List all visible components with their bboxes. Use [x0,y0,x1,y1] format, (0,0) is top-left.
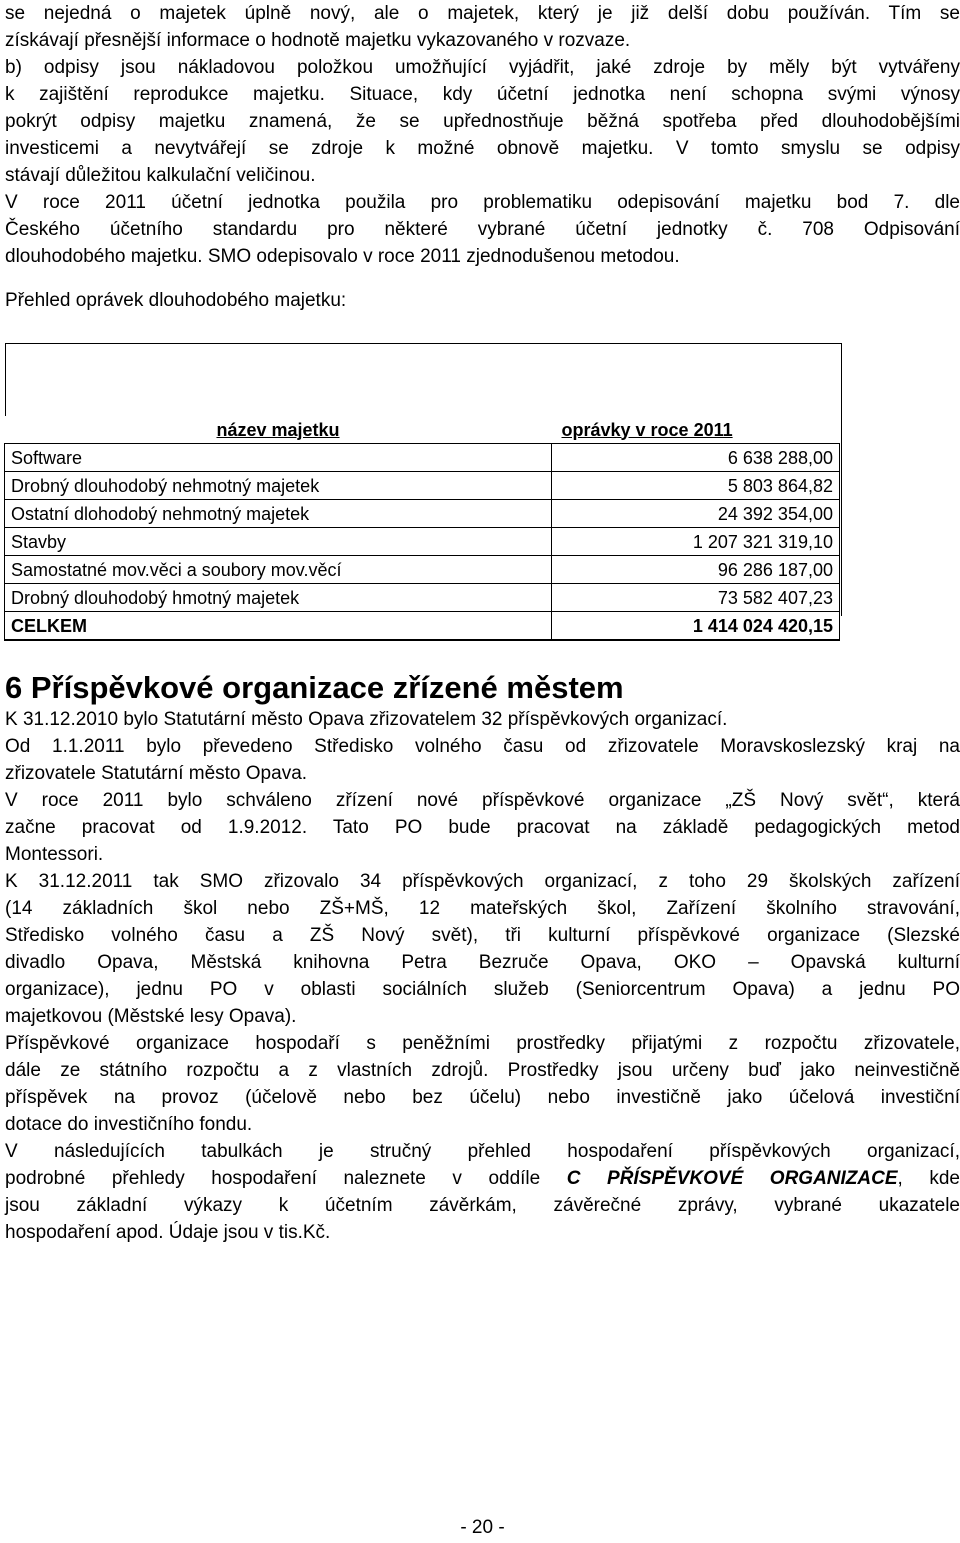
depreciation-table [4,416,840,641]
text-line: majetkovou (Městské lesy Opava). [5,1006,297,1027]
table-header-row [5,416,840,444]
asset-name-cell: Stavby [5,528,552,556]
text-line: začne pracovat od 1.9.2012. Tato PO bude pracovat na základě pedagogických metod [5,817,960,838]
asset-name-cell: Ostatní dlohodobý nehmotný majetek [5,500,552,528]
table-row [5,556,840,584]
section-reference: C PŘÍSPĚVKOVÉ ORGANIZACE [566,1168,898,1189]
text-line: organizace), jednu PO v oblasti sociálních služeb (Seniorcentrum Opava) a jednu PO [5,979,960,1000]
text-line: Středisko volného času a ZŠ Nový svět), tři kulturní příspěvkové organizace (Slezské [5,925,960,946]
total-value-cell: 1 414 024 420,15 [552,612,840,641]
asset-value-cell: 5 803 864,82 [552,472,840,500]
text-line: se nejedná o majetek úplně nový, ale o majetek, který je již delší dobu používán. Tím se [5,3,960,24]
text-line: Příspěvkové organizace hospodaří s peněžními prostředky přijatými z rozpočtu zřizovatele, [5,1033,960,1054]
asset-name-cell: Drobný dlouhodobý hmotný majetek [5,584,552,612]
text-line: Montessori. [5,844,104,865]
text-line: dále ze státního rozpočtu a z vlastních zdrojů. Prostředky jsou určeny buď jako neinvestičně [5,1060,960,1081]
page-number: - 20 - [460,1517,505,1538]
text-line: k zajištění reprodukce majetku. Situace, kdy účetní jednotka není schopna svými výnosy [5,84,960,105]
overview-heading: Přehled oprávek dlouhodobého majetku: [5,290,347,311]
table-row [5,444,840,472]
text-line: V následujících tabulkách je stručný přehled hospodaření příspěvkových organizací, [5,1141,960,1162]
asset-name-cell: Software [5,444,552,472]
text-line: b) odpisy jsou nákladovou položkou umožňující vyjádřit, jaké zdroje by měly být vytvářeny [5,57,960,78]
text-line: získávají přesnější informace o hodnotě majetku vykazovaného v rozvaze. [5,30,631,51]
asset-value-cell: 96 286 187,00 [552,556,840,584]
text-line: stávají důležitou kalkulační veličinou. [5,165,316,186]
text-line: V roce 2011 účetní jednotka použila pro problematiku odepisování majetku bod 7. dle [5,192,960,213]
table-row [5,528,840,556]
table-row [5,584,840,612]
section-heading: 6 Příspěvkové organizace zřízené městem [5,670,624,705]
table-total-row [5,612,840,641]
text-line: jsou základní výkazy k účetním závěrkám, závěrečné zprávy, vybrané ukazatele [5,1195,960,1216]
depreciation-table-frame [5,343,842,636]
text-line: příspěvek na provoz (účelově nebo bez účelu) nebo investičně jako účelová investiční [5,1087,960,1108]
text-line: dlouhodobého majetku. SMO odepisovalo v roce 2011 zjednodušenou metodou. [5,246,680,267]
asset-value-cell: 24 392 354,00 [552,500,840,528]
text-line: K 31.12.2011 tak SMO zřizovalo 34 příspěvkových organizací, z toho 29 školských zařízení [5,871,960,892]
text-line: K 31.12.2010 bylo Statutární město Opava zřizovatelem 32 příspěvkových organizací. [5,709,728,730]
asset-name-cell: Samostatné mov.věci a soubory mov.věcí [5,556,552,584]
text-line: Od 1.1.2011 bylo převedeno Středisko volného času od zřizovatele Moravskoslezský kraj na [5,736,960,757]
table-row [5,500,840,528]
line-text: podrobné přehledy hospodaření naleznete v oddíle [5,1168,567,1189]
line-text: , kde [897,1168,960,1189]
asset-value-cell: 1 207 321 319,10 [552,528,840,556]
table-row [5,472,840,500]
section-body [5,706,960,1246]
asset-value-cell: 6 638 288,00 [552,444,840,472]
column-header-name: název majetku [5,416,552,444]
text-line: pokrýt odpisy majetku znamená, že se upřednostňuje běžná spotřeba před dlouhodobějšími [5,111,960,132]
text-line: (14 základních škol nebo ZŠ+MŠ, 12 mateřských škol, Zařízení školního stravování, [5,898,960,919]
text-line: zřizovatele Statutární město Opava. [5,763,308,784]
total-label-cell: CELKEM [5,612,552,641]
intro-paragraphs [5,0,960,270]
text-line: divadlo Opava, Městská knihovna Petra Bezruče Opava, OKO – Opavská kulturní [5,952,960,973]
text-line: dotace do investičního fondu. [5,1114,253,1135]
frame-border [5,344,6,416]
text-line: investicemi a nevytvářejí se zdroje k možné obnově majetku. V tomto smyslu se odpisy [5,138,960,159]
column-header-value: oprávky v roce 2011 [552,416,840,444]
asset-value-cell: 73 582 407,23 [552,584,840,612]
text-line: Českého účetního standardu pro některé vybrané účetní jednotky č. 708 Odpisování [5,219,960,240]
asset-name-cell: Drobný dlouhodobý nehmotný majetek [5,472,552,500]
text-line [5,1165,960,1192]
text-line: V roce 2011 bylo schváleno zřízení nové příspěvkové organizace „ZŠ Nový svět“, která [5,790,960,811]
text-line: hospodaření apod. Údaje jsou v tis.Kč. [5,1222,331,1243]
